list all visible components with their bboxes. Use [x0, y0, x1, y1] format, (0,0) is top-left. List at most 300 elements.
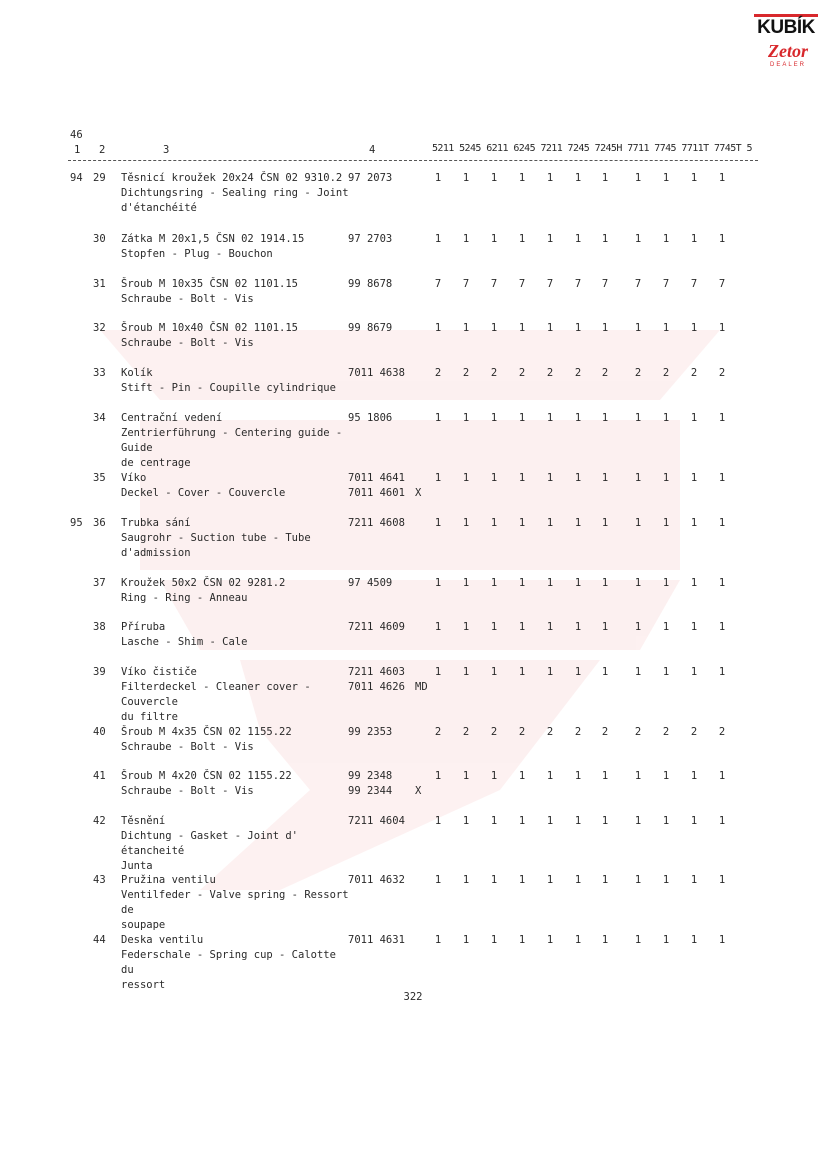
logo-zetor: Zetor: [768, 41, 808, 61]
description-line: Šroub M 10x40 ČSN 02 1101.15: [121, 322, 299, 334]
quantity-cell: 1: [434, 815, 442, 827]
part-numbers: [348, 277, 412, 292]
model-header: 7711T: [681, 143, 709, 154]
part-note: X: [415, 487, 422, 499]
quantity-cell: 1: [601, 412, 609, 424]
quantity-cell: 2: [434, 726, 442, 738]
quantity-cell: 1: [434, 517, 442, 529]
part-description: [121, 471, 351, 501]
quantity-cell: 2: [546, 367, 554, 379]
kubik-zetor-logo: [754, 14, 818, 70]
quantity-cell: 2: [634, 367, 642, 379]
quantity-cell: 1: [718, 577, 726, 589]
quantity-cell: 1: [662, 666, 670, 678]
description-line: Saugrohr - Suction tube - Tube: [121, 532, 311, 544]
quantity-cell: 1: [518, 874, 526, 886]
quantity-cell: 1: [601, 770, 609, 782]
quantity-cell: 1: [634, 172, 642, 184]
position-number: 34: [93, 412, 106, 424]
part-number: 7011 4626: [348, 681, 405, 693]
quantity-cell: 1: [634, 577, 642, 589]
quantity-cell: 1: [546, 233, 554, 245]
quantity-cell: 1: [518, 815, 526, 827]
quantity-cell: 2: [462, 367, 470, 379]
quantity-cell: 1: [690, 517, 698, 529]
quantity-cell: 1: [718, 621, 726, 633]
description-line: d'admission: [121, 547, 191, 559]
quantity-cell: 1: [662, 472, 670, 484]
quantity-cell: 1: [662, 172, 670, 184]
quantity-cell: 1: [634, 770, 642, 782]
quantity-cell: 1: [601, 322, 609, 334]
position-number: 38: [93, 621, 106, 633]
description-line: de centrage: [121, 457, 191, 469]
quantity-cell: 1: [718, 666, 726, 678]
quantity-cell: 1: [662, 934, 670, 946]
description-line: Schraube - Bolt - Vis: [121, 741, 254, 753]
quantity-cell: 1: [462, 770, 470, 782]
description-line: Pružina ventilu: [121, 874, 216, 886]
column-header-1: 1: [74, 144, 81, 156]
part-number: 99 2344: [348, 785, 393, 797]
part-description: [121, 933, 351, 993]
logo-kubik: KUBÍK: [754, 14, 818, 39]
quantity-cell: 1: [546, 322, 554, 334]
quantity-cell: 1: [546, 621, 554, 633]
position-number: 41: [93, 770, 106, 782]
quantity-cell: 1: [574, 233, 582, 245]
quantity-cell: 1: [690, 621, 698, 633]
part-number: 7011 4631: [348, 934, 405, 946]
part-description: [121, 769, 351, 799]
description-line: Filterdeckel - Cleaner cover - Couvercle: [121, 681, 311, 708]
quantity-cell: 1: [462, 172, 470, 184]
quantity-cell: 1: [574, 472, 582, 484]
quantity-cell: 7: [601, 278, 609, 290]
quantity-cell: 1: [490, 815, 498, 827]
model-header: 5211: [432, 143, 454, 154]
quantity-cell: 1: [718, 472, 726, 484]
quantity-cell: 1: [462, 577, 470, 589]
description-line: Ring - Ring - Anneau: [121, 592, 248, 604]
part-numbers: [348, 576, 412, 591]
quantity-cell: 1: [662, 233, 670, 245]
part-description: [121, 576, 351, 606]
part-note: MD: [415, 681, 428, 693]
quantity-cell: 2: [434, 367, 442, 379]
part-number: 7011 4601: [348, 487, 405, 499]
quantity-cell: 1: [434, 770, 442, 782]
quantity-cell: 1: [546, 770, 554, 782]
quantity-cell: 1: [546, 934, 554, 946]
description-line: Příruba: [121, 621, 166, 633]
quantity-cell: 1: [462, 517, 470, 529]
quantity-cell: 1: [690, 233, 698, 245]
description-line: Centrační vedení: [121, 412, 223, 424]
quantity-cell: 2: [634, 726, 642, 738]
quantity-cell: 1: [434, 233, 442, 245]
description-line: Dichtung - Gasket - Joint d' étancheité: [121, 830, 299, 857]
part-description: [121, 814, 351, 874]
part-number: 99 8679: [348, 322, 393, 334]
quantity-cell: 1: [634, 666, 642, 678]
quantity-cell: 1: [518, 577, 526, 589]
quantity-cell: 1: [546, 874, 554, 886]
quantity-cell: 1: [662, 517, 670, 529]
quantity-cell: 1: [574, 412, 582, 424]
quantity-cell: 1: [462, 666, 470, 678]
quantity-cell: 1: [718, 322, 726, 334]
quantity-cell: 1: [490, 233, 498, 245]
position-number: 43: [93, 874, 106, 886]
quantity-cell: 1: [601, 621, 609, 633]
position-number: 40: [93, 726, 106, 738]
description-line: Šroub M 10x35 ČSN 02 1101.15: [121, 278, 299, 290]
position-number: 30: [93, 233, 106, 245]
column-header-3: 3: [163, 144, 170, 156]
quantity-cell: 1: [490, 934, 498, 946]
part-description: [121, 725, 351, 755]
quantity-cell: 1: [518, 934, 526, 946]
quantity-cell: 1: [718, 172, 726, 184]
column-header-4: 4: [369, 144, 376, 156]
quantity-cell: 1: [718, 815, 726, 827]
description-line: ressort: [121, 979, 166, 991]
description-line: Kroužek 50x2 ČSN 02 9281.2: [121, 577, 286, 589]
quantity-cell: 1: [490, 322, 498, 334]
description-line: Zentrierführung - Centering guide - Guide: [121, 427, 343, 454]
quantity-cell: 1: [462, 934, 470, 946]
part-number: 97 2703: [348, 233, 393, 245]
part-description: [121, 411, 351, 471]
quantity-cell: 1: [462, 621, 470, 633]
quantity-cell: 1: [718, 770, 726, 782]
description-line: Kolík: [121, 367, 153, 379]
part-description: [121, 171, 351, 216]
quantity-cell: 1: [718, 934, 726, 946]
quantity-cell: 1: [518, 322, 526, 334]
quantity-cell: 1: [518, 770, 526, 782]
quantity-cell: 1: [601, 874, 609, 886]
quantity-cell: 1: [490, 517, 498, 529]
quantity-cell: 1: [718, 517, 726, 529]
description-line: Stift - Pin - Coupille cylindrique: [121, 382, 336, 394]
quantity-cell: 1: [574, 874, 582, 886]
position-number: 36: [93, 517, 106, 529]
quantity-cell: 1: [518, 233, 526, 245]
quantity-cell: 1: [490, 172, 498, 184]
model-header: 7245: [567, 143, 590, 154]
quantity-cell: 2: [574, 367, 582, 379]
quantity-cell: 7: [662, 278, 670, 290]
quantity-cell: 1: [601, 472, 609, 484]
quantity-cell: 1: [601, 934, 609, 946]
group-number: 94: [70, 172, 83, 184]
quantity-cell: 1: [434, 934, 442, 946]
quantity-cell: 1: [518, 472, 526, 484]
position-number: 37: [93, 577, 106, 589]
description-line: Dichtungsring - Sealing ring - Joint: [121, 187, 349, 199]
part-numbers: [348, 516, 412, 531]
part-numbers: [348, 620, 412, 635]
part-description: [121, 366, 351, 396]
quantity-cell: 2: [601, 367, 609, 379]
quantity-cell: 1: [490, 472, 498, 484]
quantity-cell: 1: [434, 322, 442, 334]
quantity-cell: 1: [690, 666, 698, 678]
part-description: [121, 516, 351, 561]
part-number: 99 2348: [348, 770, 393, 782]
quantity-cell: 1: [662, 621, 670, 633]
quantity-cell: 7: [462, 278, 470, 290]
page-footer-number: 322: [403, 991, 423, 1003]
quantity-cell: 2: [518, 726, 526, 738]
position-number: 33: [93, 367, 106, 379]
model-header: 6245: [513, 143, 536, 154]
quantity-cell: 1: [662, 770, 670, 782]
part-number: 99 8678: [348, 278, 393, 290]
part-number: 7211 4604: [348, 815, 405, 827]
quantity-cell: 1: [690, 815, 698, 827]
quantity-cell: 7: [574, 278, 582, 290]
quantity-cell: 1: [518, 172, 526, 184]
description-line: Lasche - Shim - Cale: [121, 636, 248, 648]
quantity-cell: 2: [574, 726, 582, 738]
quantity-cell: 7: [434, 278, 442, 290]
quantity-cell: 1: [601, 815, 609, 827]
part-number: 7011 4632: [348, 874, 405, 886]
quantity-cell: 1: [462, 874, 470, 886]
part-number: 7011 4641: [348, 472, 405, 484]
quantity-cell: 1: [690, 770, 698, 782]
quantity-cell: 1: [634, 517, 642, 529]
description-line: Schraube - Bolt - Vis: [121, 785, 254, 797]
part-number: 97 2073: [348, 172, 393, 184]
quantity-cell: 2: [718, 726, 726, 738]
part-description: [121, 665, 351, 725]
quantity-cell: 1: [601, 577, 609, 589]
part-description: [121, 620, 351, 650]
description-line: Trubka sání: [121, 517, 191, 529]
part-number: 7211 4608: [348, 517, 405, 529]
quantity-cell: 1: [462, 233, 470, 245]
quantity-cell: 1: [490, 412, 498, 424]
part-number: 95 1806: [348, 412, 393, 424]
quantity-cell: 1: [434, 172, 442, 184]
quantity-cell: 7: [518, 278, 526, 290]
part-numbers: [348, 321, 412, 336]
logo-dealer: DEALER: [769, 62, 806, 68]
quantity-cell: 1: [518, 412, 526, 424]
quantity-cell: 1: [601, 666, 609, 678]
description-line: Deckel - Cover - Couvercle: [121, 487, 286, 499]
model-header: 7245H: [594, 143, 622, 154]
quantity-cell: 1: [434, 666, 442, 678]
quantity-cell: 1: [718, 233, 726, 245]
quantity-cell: 1: [634, 934, 642, 946]
quantity-cell: 1: [490, 874, 498, 886]
quantity-cell: 1: [434, 874, 442, 886]
position-number: 29: [93, 172, 106, 184]
description-line: Víko: [121, 472, 147, 484]
quantity-cell: 1: [662, 322, 670, 334]
part-number: 99 2353: [348, 726, 393, 738]
description-line: Schraube - Bolt - Vis: [121, 337, 254, 349]
quantity-cell: 2: [490, 367, 498, 379]
quantity-cell: 1: [690, 934, 698, 946]
model-header: 5245: [459, 143, 481, 154]
quantity-cell: 1: [574, 621, 582, 633]
part-numbers: [348, 873, 412, 888]
quantity-cell: 7: [718, 278, 726, 290]
description-line: Zátka M 20x1,5 ČSN 02 1914.15: [121, 233, 305, 245]
part-description: [121, 232, 351, 262]
description-line: Šroub M 4x20 ČSN 02 1155.22: [121, 770, 292, 782]
quantity-cell: 7: [490, 278, 498, 290]
description-line: du filtre: [121, 711, 178, 723]
description-line: Těsnění: [121, 815, 166, 827]
quantity-cell: 1: [434, 412, 442, 424]
quantity-cell: 1: [546, 815, 554, 827]
quantity-cell: 1: [574, 770, 582, 782]
quantity-cell: 2: [690, 367, 698, 379]
model-header: 7211: [540, 143, 563, 154]
part-numbers: [348, 725, 412, 740]
quantity-cell: 2: [662, 367, 670, 379]
part-number: 7211 4609: [348, 621, 405, 633]
quantity-cell: 1: [634, 621, 642, 633]
description-line: Víko čističe: [121, 666, 197, 678]
description-line: Šroub M 4x35 ČSN 02 1155.22: [121, 726, 292, 738]
description-line: Schraube - Bolt - Vis: [121, 293, 254, 305]
quantity-cell: 1: [490, 666, 498, 678]
quantity-cell: 1: [690, 322, 698, 334]
quantity-cell: 1: [662, 412, 670, 424]
quantity-cell: 1: [490, 621, 498, 633]
description-line: Těsnicí kroužek 20x24 ČSN 02 9310.2: [121, 172, 343, 184]
model-header: 7745: [654, 143, 676, 154]
quantity-cell: 1: [546, 666, 554, 678]
header-divider: [68, 160, 758, 161]
quantity-cell: 2: [518, 367, 526, 379]
position-number: 42: [93, 815, 106, 827]
part-numbers: [348, 232, 412, 247]
description-line: d'étanchéité: [121, 202, 197, 214]
quantity-cell: 2: [601, 726, 609, 738]
quantity-cell: 2: [490, 726, 498, 738]
quantity-cell: 1: [546, 412, 554, 424]
quantity-cell: 1: [574, 322, 582, 334]
quantity-cell: 1: [574, 666, 582, 678]
quantity-cell: 1: [690, 172, 698, 184]
position-number: 32: [93, 322, 106, 334]
quantity-cell: 1: [601, 233, 609, 245]
part-note: X: [415, 785, 422, 797]
model-columns-header: [432, 141, 752, 156]
quantity-cell: 2: [546, 726, 554, 738]
column-header-5: 5: [746, 143, 752, 154]
quantity-cell: 1: [518, 621, 526, 633]
quantity-cell: 1: [434, 472, 442, 484]
description-line: Stopfen - Plug - Bouchon: [121, 248, 273, 260]
part-numbers: [348, 171, 412, 186]
quantity-cell: 1: [662, 874, 670, 886]
quantity-cell: 1: [574, 577, 582, 589]
position-number: 35: [93, 472, 106, 484]
quantity-cell: 1: [574, 934, 582, 946]
quantity-cell: 1: [662, 815, 670, 827]
quantity-cell: 1: [546, 172, 554, 184]
part-description: [121, 321, 351, 351]
part-numbers: [348, 814, 412, 829]
part-numbers: [348, 366, 412, 381]
description-line: Deska ventilu: [121, 934, 204, 946]
model-header: 7745T: [713, 143, 742, 154]
part-numbers: [348, 769, 412, 799]
quantity-cell: 1: [718, 874, 726, 886]
quantity-cell: 1: [662, 577, 670, 589]
quantity-cell: 1: [462, 412, 470, 424]
group-number: 95: [70, 517, 83, 529]
quantity-cell: 7: [690, 278, 698, 290]
quantity-cell: 1: [518, 666, 526, 678]
part-number: 97 4509: [348, 577, 393, 589]
quantity-cell: 1: [601, 517, 609, 529]
quantity-cell: 1: [434, 577, 442, 589]
quantity-cell: 1: [690, 412, 698, 424]
quantity-cell: 1: [546, 472, 554, 484]
quantity-cell: 1: [490, 770, 498, 782]
part-description: [121, 873, 351, 933]
quantity-cell: 1: [518, 517, 526, 529]
quantity-cell: 1: [490, 577, 498, 589]
model-header: 6211: [486, 143, 508, 154]
quantity-cell: 1: [601, 172, 609, 184]
description-line: soupape: [121, 919, 166, 931]
description-line: Federschale - Spring cup - Calotte du: [121, 949, 336, 976]
part-description: [121, 277, 351, 307]
quantity-cell: 2: [690, 726, 698, 738]
quantity-cell: 7: [634, 278, 642, 290]
quantity-cell: 1: [718, 412, 726, 424]
quantity-cell: 1: [690, 577, 698, 589]
quantity-cell: 1: [690, 472, 698, 484]
quantity-cell: 1: [634, 233, 642, 245]
quantity-cell: 1: [634, 412, 642, 424]
quantity-cell: 2: [462, 726, 470, 738]
page-number-top: 46: [70, 129, 83, 141]
quantity-cell: 7: [546, 278, 554, 290]
quantity-cell: 1: [574, 815, 582, 827]
quantity-cell: 1: [462, 322, 470, 334]
quantity-cell: 1: [634, 322, 642, 334]
quantity-cell: 2: [718, 367, 726, 379]
description-line: Junta: [121, 860, 153, 872]
quantity-cell: 1: [690, 874, 698, 886]
quantity-cell: 1: [462, 472, 470, 484]
quantity-cell: 1: [634, 815, 642, 827]
quantity-cell: 2: [662, 726, 670, 738]
quantity-cell: 1: [546, 517, 554, 529]
column-header-2: 2: [99, 144, 106, 156]
quantity-cell: 1: [546, 577, 554, 589]
quantity-cell: 1: [574, 517, 582, 529]
position-number: 31: [93, 278, 106, 290]
quantity-cell: 1: [634, 472, 642, 484]
part-numbers: [348, 933, 412, 948]
position-number: 39: [93, 666, 106, 678]
quantity-cell: 1: [462, 815, 470, 827]
